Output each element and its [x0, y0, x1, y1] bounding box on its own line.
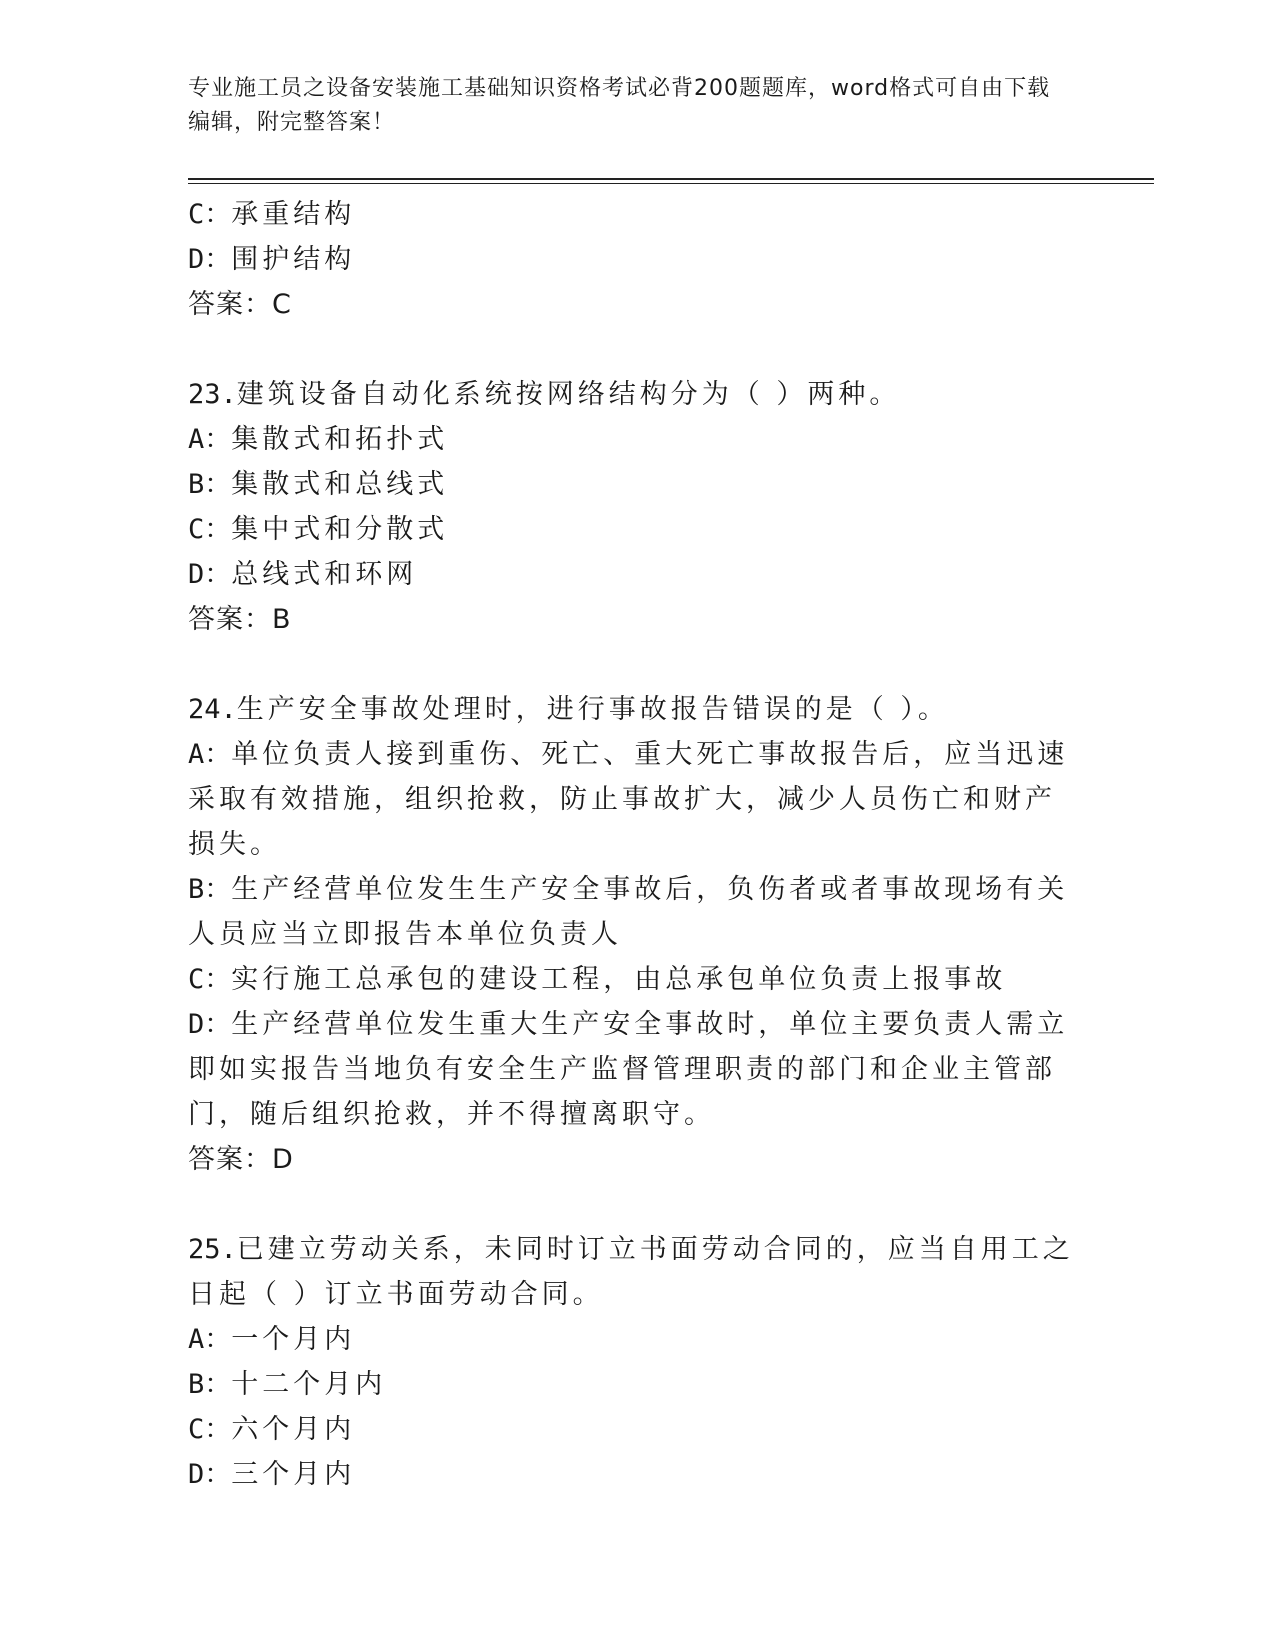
- header-rule-thick: [188, 178, 1154, 180]
- header-title: 专业施工员之设备安装施工基础知识资格考试必背200题题库，word格式可自由下载编辑，附完整答案！: [188, 76, 1051, 135]
- question-23: [188, 372, 1078, 642]
- option-d: D：总线式和环网: [188, 559, 418, 590]
- question-25: [188, 1227, 1078, 1497]
- option-c: C：承重结构: [188, 199, 356, 230]
- header-rule-thin: [188, 183, 1154, 184]
- question-stem: 23.建筑设备自动化系统按网络结构分为（ ）两种。: [188, 379, 901, 410]
- option-b: B：集散式和总线式: [188, 469, 449, 500]
- option-c: C：实行施工总承包的建设工程，由总承包单位负责上报事故: [188, 964, 1007, 995]
- option-d: D：围护结构: [188, 244, 356, 275]
- option-d: D：生产经营单位发生重大生产安全事故时，单位主要负责人需立即如实报告当地负有安全生产监督管理职责的部门和企业主管部门，随后组织抢救，并不得擅离职守。: [188, 1009, 1069, 1130]
- option-b: B：十二个月内: [188, 1369, 387, 1400]
- document-header: [188, 72, 1068, 140]
- option-c: C：六个月内: [188, 1414, 356, 1445]
- option-a: A：集散式和拓扑式: [188, 424, 449, 455]
- answer: 答案：C: [188, 289, 292, 320]
- answer: 答案：B: [188, 604, 292, 635]
- option-b: B：生产经营单位发生生产安全事故后，负伤者或者事故现场有关人员应当立即报告本单位负责人: [188, 874, 1069, 950]
- previous-question-fragment: [188, 192, 1078, 327]
- answer: 答案：D: [188, 1144, 294, 1175]
- question-stem: 25.已建立劳动关系，未同时订立书面劳动合同的，应当自用工之日起（ ）订立书面劳动合同。: [188, 1234, 1074, 1310]
- option-d: D：三个月内: [188, 1459, 356, 1490]
- option-a: A：单位负责人接到重伤、死亡、重大死亡事故报告后，应当迅速采取有效措施，组织抢救，防止事故扩大，减少人员伤亡和财产损失。: [188, 739, 1069, 860]
- question-24: [188, 687, 1078, 1182]
- option-a: A：一个月内: [188, 1324, 356, 1355]
- question-content: [188, 192, 1078, 1497]
- question-stem: 24.生产安全事故处理时，进行事故报告错误的是（ ）。: [188, 694, 949, 725]
- option-c: C：集中式和分散式: [188, 514, 449, 545]
